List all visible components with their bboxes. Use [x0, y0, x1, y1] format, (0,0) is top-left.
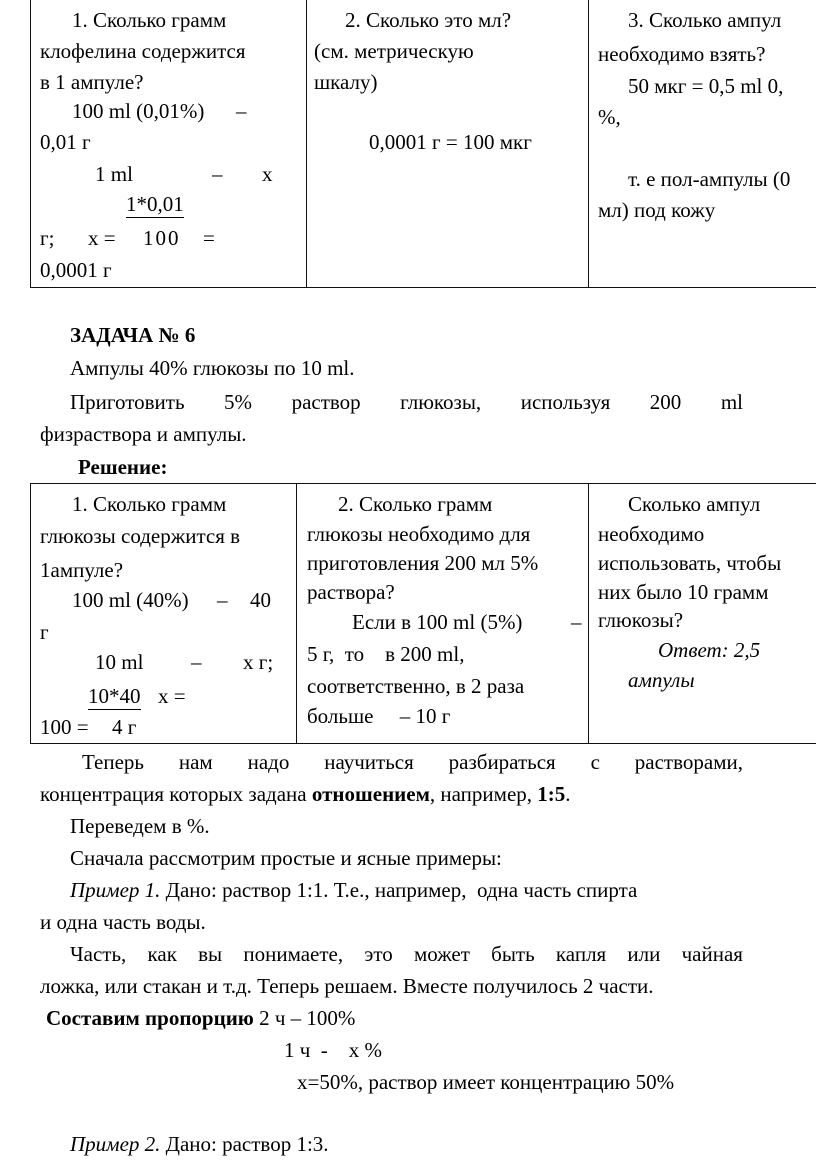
t1-c3-line2: необходимо взять?	[598, 42, 766, 66]
paragraph-1-line-1	[82, 752, 743, 773]
t2-c2-line5a: Если в 100 ml (5%)	[352, 610, 523, 634]
word: или	[627, 942, 661, 966]
task-word: глюкозы,	[400, 390, 482, 414]
t1-c3-line5: т. е пол-ампулы (0	[628, 167, 791, 191]
t1-c1-line7c: =	[203, 226, 215, 250]
t1-c3-line4: %,	[598, 105, 621, 129]
t1-c1-denominator: 100	[143, 226, 181, 250]
t2-c2-line2: глюкозы необходимо для	[307, 522, 531, 546]
word: научиться	[324, 750, 414, 774]
t1-c1-line7b: х =	[88, 226, 116, 250]
solution-heading: Решение:	[78, 455, 168, 479]
t2-c2-line3: приготовления 200 мл 5%	[307, 551, 539, 575]
t2-c1-line5: г	[40, 620, 49, 644]
word: чайная	[681, 942, 743, 966]
task-line-3: физраствора и ампулы.	[40, 422, 247, 446]
table-1-divider-2	[588, 0, 589, 288]
t1-c2-line2: (см. метрическую	[314, 39, 474, 63]
t1-c2-line3: шкалу)	[314, 70, 378, 94]
text: , например,	[429, 782, 538, 806]
t2-c1-line2: глюкозы содержится в	[40, 524, 241, 548]
t1-c1-numerator: 1*0,01	[126, 192, 184, 216]
table-2-left-border	[30, 483, 31, 744]
t1-c1-line2: клофелина содержится	[40, 39, 246, 63]
t2-c3-line4: них было 10 грамм	[598, 580, 769, 604]
t2-c1-line4a: 100 ml (40%)	[72, 588, 189, 612]
example-1-line-2: и одна часть воды.	[40, 910, 206, 934]
t2-c3-answer-cont: ампулы	[628, 668, 695, 692]
word: растворами,	[634, 750, 743, 774]
t2-c2-line7: соответственно, в 2 раза	[307, 674, 525, 698]
t1-c1-line4b: –	[236, 99, 247, 123]
proportion-text: 2 ч – 100%	[253, 1006, 356, 1030]
example-1-line-1	[70, 880, 637, 901]
t1-c3-line6: мл) под кожу	[598, 198, 716, 222]
task-word: используя	[520, 390, 611, 414]
t1-c1-line7a: г;	[40, 226, 55, 250]
t1-c2-line1: 2. Сколько это мл?	[345, 8, 512, 32]
t2-c3-line5: глюкозы?	[598, 608, 684, 632]
paragraph-4-line-2: ложка, или стакан и т.д. Теперь решаем. Вместе получилось 2 части.	[40, 974, 654, 998]
table-1-bottom-border	[30, 287, 816, 288]
task-title: ЗАДАЧА № 6	[70, 323, 196, 347]
word: капля	[555, 942, 607, 966]
emphasis-ratio: отношением	[311, 782, 430, 806]
example-1-text: Дано: раствор 1:1. Т.е., например, одна часть спирта	[160, 878, 638, 902]
table-2-divider-1	[296, 483, 297, 744]
example-2-text: Дано: раствор 1:3.	[160, 1132, 329, 1156]
t2-c1-line4c: 40	[250, 588, 271, 612]
t2-c2-line8: больше – 10 г	[307, 704, 451, 728]
t1-c1-line1: 1. Сколько грамм	[72, 8, 227, 32]
proportion-result: х=50%, раствор имеет концентрацию 50%	[297, 1070, 675, 1094]
task-word: Приготовить	[70, 390, 185, 414]
t2-c2-line5b: –	[571, 610, 582, 634]
word: Теперь	[82, 750, 144, 774]
t2-c3-answer: Ответ: 2,5	[658, 638, 761, 662]
t2-c3-line2: необходимо	[598, 522, 705, 546]
t2-c1-line4b: –	[217, 588, 228, 612]
table-1-left-border	[30, 0, 31, 288]
task-line-1: Ампулы 40% глюкозы по 10 ml.	[70, 356, 355, 380]
task-word: раствор	[291, 390, 361, 414]
table-2-top-border	[30, 483, 816, 484]
t2-c1-line6b: –	[191, 650, 202, 674]
example-2-line	[70, 1134, 329, 1155]
t2-c1-line3: 1ампуле?	[40, 558, 124, 582]
task-word: ml	[720, 390, 743, 414]
t2-c1-numerator: 10*40	[88, 684, 141, 708]
word: с	[590, 750, 600, 774]
word: может	[413, 942, 470, 966]
ratio-example: 1:5	[537, 782, 566, 806]
t1-c1-line4a: 100 ml (0,01%)	[72, 99, 205, 123]
proportion-line-2: 1 ч - х %	[284, 1038, 383, 1062]
word: Часть,	[70, 942, 127, 966]
t1-c1-line6a: 1 ml	[95, 162, 133, 186]
paragraph-2: Переведем в %.	[70, 814, 210, 838]
t2-c2-line4: раствора?	[307, 580, 395, 604]
word: понимаете,	[243, 942, 344, 966]
word: разбираться	[448, 750, 556, 774]
t1-c1-line8: 0,0001 г	[40, 258, 112, 282]
paragraph-4-line-1	[70, 944, 743, 965]
t2-c2-line1: 2. Сколько грамм	[338, 492, 493, 516]
paragraph-3: Сначала рассмотрим простые и ясные примеры:	[70, 846, 502, 870]
proportion-line-1	[46, 1008, 355, 1029]
t2-c1-line6a: 10 ml	[95, 650, 144, 674]
word: как	[147, 942, 177, 966]
t2-c1-line1: 1. Сколько грамм	[72, 492, 227, 516]
table-2-bottom-border	[30, 743, 816, 744]
example-1-label: Пример 1.	[70, 878, 161, 902]
t1-c2-line4: 0,0001 г = 100 мкг	[369, 130, 532, 154]
table-1-divider-1	[306, 0, 307, 288]
t1-c3-line1: 3. Сколько ампул	[628, 8, 782, 32]
example-2-label: Пример 2.	[70, 1132, 161, 1156]
paragraph-1-line-2	[40, 784, 571, 805]
task-line-2	[70, 392, 743, 413]
t2-c1-line7b: х =	[158, 684, 186, 708]
t2-c2-line6: 5 г, то в 200 ml,	[307, 642, 465, 666]
t1-c1-line3: в 1 ампуле?	[40, 70, 144, 94]
word: это	[364, 942, 393, 966]
text: концентрация которых задана	[40, 782, 312, 806]
word: быть	[491, 942, 535, 966]
t2-c3-line1: Сколько ампул	[628, 492, 761, 516]
t2-c3-line3: использовать, чтобы	[598, 551, 782, 575]
t2-c1-line8a: 100 =	[40, 715, 89, 739]
t1-c3-line3: 50 мкг = 0,5 ml 0,	[628, 74, 784, 98]
table-2-divider-2	[588, 483, 589, 744]
proportion-heading: Составим пропорцию	[46, 1006, 254, 1030]
t1-c1-line5: 0,01 г	[40, 130, 91, 154]
word: вы	[198, 942, 223, 966]
word: надо	[247, 750, 290, 774]
t2-c1-line6c: х г;	[243, 650, 274, 674]
task-word: 5%	[224, 390, 253, 414]
task-word: 200	[649, 390, 682, 414]
t1-c1-line6c: х	[262, 162, 273, 186]
text: .	[565, 782, 571, 806]
t2-c1-line8b: 4 г	[112, 715, 137, 739]
word: нам	[178, 750, 213, 774]
t1-c1-line6b: –	[212, 162, 223, 186]
